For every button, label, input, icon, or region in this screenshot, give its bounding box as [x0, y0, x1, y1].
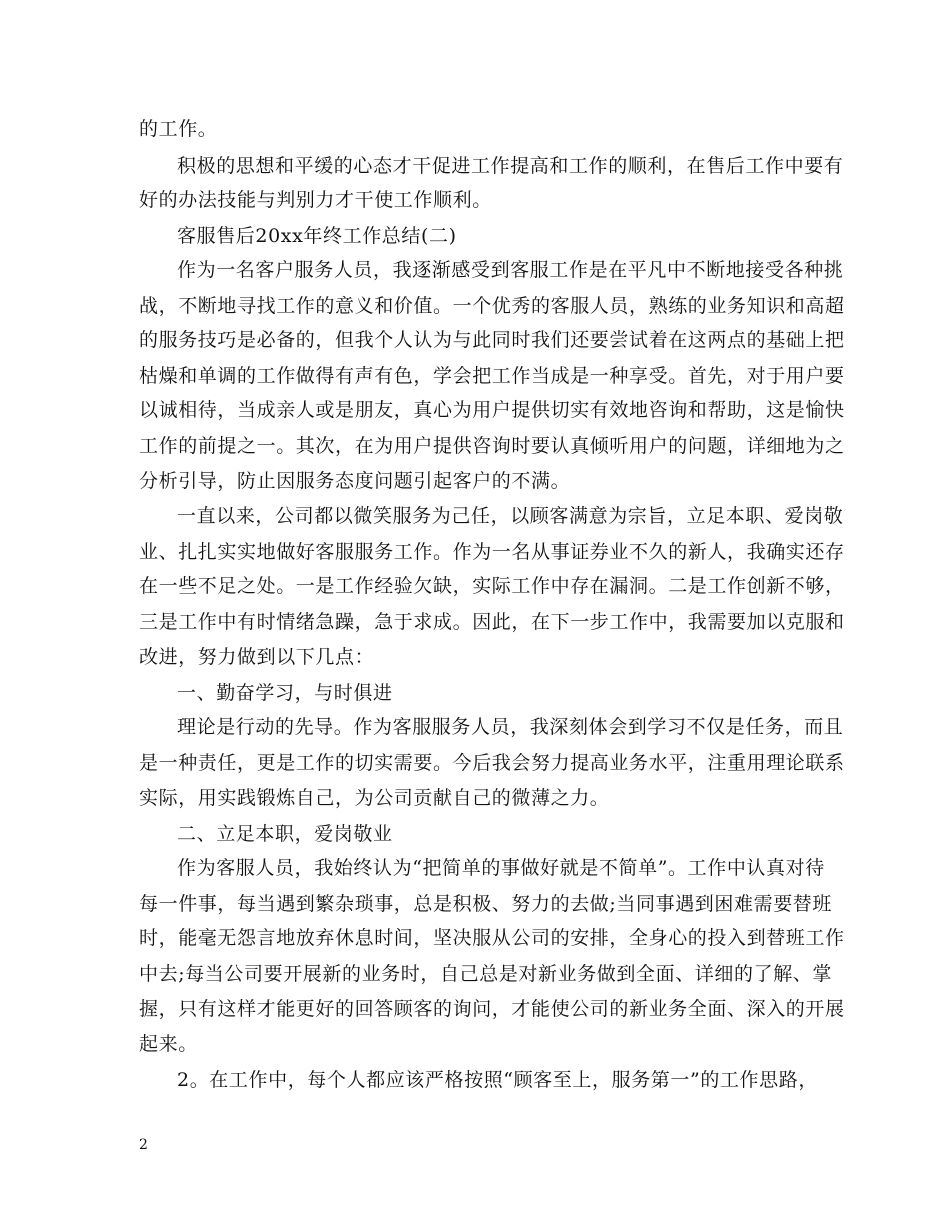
text-line: 每一件事，每当遇到繁杂琐事，总是积极、努力的去做;当同事遇到困难需要替班 — [139, 893, 833, 915]
text-line: 的服务技巧是必备的，但我个人认为与此同时我们还要尝试着在这两点的基础上把 — [139, 329, 845, 351]
text-line: 在一些不足之处。一是工作经验欠缺，实际工作中存在漏洞。二是工作创新不够， — [139, 575, 845, 597]
text-line: 以诚相待，当成亲人或是朋友，真心为用户提供切实有效地咨询和帮助，这是愉快 — [139, 399, 845, 421]
text-line: 时，能毫无怨言地放弃休息时间，坚决服从公司的安排，全身心的投入到替班工作 — [139, 927, 845, 949]
text-line: 2。在工作中，每个人都应该严格按照“顾客至上，服务第一”的工作思路， — [177, 1069, 818, 1091]
text-line: 战，不断地寻找工作的意义和价值。一个优秀的客服人员，熟练的业务知识和高超 — [139, 295, 845, 317]
text-line: 中去;每当公司要开展新的业务时，自己总是对新业务做到全面、详细的了解、掌 — [139, 963, 833, 985]
text-line: 积极的思想和平缓的心态才干促进工作提高和工作的顺利，在售后工作中要有 — [177, 155, 844, 177]
section-heading: 二、立足本职，爱岗敬业 — [177, 823, 393, 845]
text-line: 好的办法技能与判别力才干使工作顺利。 — [139, 189, 492, 211]
text-line: 握，只有这样才能更好的回答顾客的询问，才能使公司的新业务全面、深入的开展 — [139, 998, 845, 1020]
text-line: 分析引导，防止因服务态度问题引起客户的不满。 — [139, 470, 571, 492]
text-line: 作为客服人员，我始终认为“把简单的事做好就是不简单”。工作中认真对待 — [177, 857, 825, 879]
text-line: 一直以来，公司都以微笑服务为己任，以顾客满意为宗旨，立足本职、爱岗敬 — [177, 505, 844, 527]
page-number: 2 — [139, 1137, 148, 1153]
text-line: 工作的前提之一。其次，在为用户提供咨询时要认真倾听用户的问题，详细地为之 — [139, 435, 845, 457]
text-line: 是一种责任，更是工作的切实需要。今后我会努力提高业务水平，注重用理论联系 — [139, 752, 845, 774]
text-line: 业、扎扎实实地做好客服服务工作。作为一名从事证券业不久的新人，我确实还存 — [139, 541, 845, 563]
text-line: 三是工作中有时情绪急躁，急于求成。因此，在下一步工作中，我需要加以克服和 — [139, 611, 845, 633]
text-line: 理论是行动的先导。作为客服服务人员，我深刻体会到学习不仅是任务，而且 — [177, 716, 844, 738]
text-line: 的工作。 — [139, 118, 218, 140]
section-heading: 客服售后20xx年终工作总结(二) — [177, 225, 457, 247]
section-heading: 一、勤奋学习，与时俱进 — [177, 682, 393, 704]
text-line: 起来。 — [139, 1033, 198, 1055]
text-line: 实际，用实践锻炼自己，为公司贡献自己的微薄之力。 — [139, 787, 610, 809]
text-line: 作为一名客户服务人员，我逐渐感受到客服工作是在平凡中不断地接受各种挑 — [177, 259, 844, 281]
text-line: 枯燥和单调的工作做得有声有色，学会把工作当成是一种享受。首先，对于用户要 — [139, 365, 845, 387]
text-line: 改进，努力做到以下几点： — [139, 646, 375, 668]
